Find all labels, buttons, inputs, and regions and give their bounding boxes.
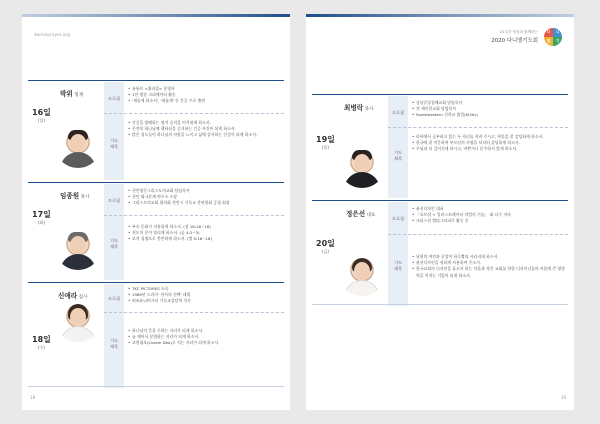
entry-divider — [312, 304, 568, 305]
day-label: 19일 — [316, 135, 335, 144]
prayer-item: • 타학에서 공부하고 있는 두 자녀를 지켜 주시고, 학업을 잘 감당하게 하소서. — [412, 134, 566, 140]
prayer-item: • 주님과 더 깊어지게 하시고, 바쁜거나 분주하지 않게 하소서. — [412, 146, 566, 152]
entry-20 — [306, 200, 574, 306]
entry-divider — [28, 182, 284, 183]
prayer-label: 기도 제목 — [109, 238, 119, 249]
portrait-photo — [340, 148, 384, 188]
prayer-item: • 하나님의 뜻을 구하는 자녀가 되게 하소서. — [128, 328, 282, 334]
portrait-photo — [340, 256, 384, 296]
profile-item: • Southwestern 신학교 졸업(M.Div) — [412, 112, 566, 118]
page-number: 19 — [560, 395, 566, 400]
person-name: 임종원 목사 — [60, 192, 90, 200]
person-name: 최병락 목사 — [344, 104, 374, 112]
profile-item: • '새롭게 하소서', '새롭게' 등 간증 프로 출연 — [128, 98, 282, 104]
day-label: 20일 — [316, 239, 335, 248]
profile-label: 프로필 — [107, 296, 121, 301]
prayer-item: • 코람데오(Coram Deo)로 서는 자녀가 되게 하소서. — [128, 340, 282, 346]
profile-label: 프로필 — [391, 216, 405, 221]
day-of-week: (수) — [38, 345, 45, 350]
entry-17 — [22, 182, 290, 280]
day-label: 17일 — [32, 210, 51, 219]
prayer-item: • 천도의 문이 열리게 하소서. (골 4:2~3) — [128, 230, 282, 236]
profile-list — [128, 286, 282, 305]
entry-19 — [306, 94, 574, 198]
section-divider — [388, 127, 568, 128]
profile-item: • 유튜브 <위라클> 운영자 — [128, 86, 282, 92]
profile-item: • 강남중앙침례교회 담임목사 — [412, 100, 566, 106]
profile-list — [412, 206, 566, 225]
person-name: 박위 형제 — [60, 90, 84, 98]
portrait-photo — [56, 302, 100, 342]
person-role: 목사 — [364, 107, 374, 112]
prayer-label: 기도 제목 — [393, 260, 403, 271]
profile-item: • 윤선디자인 대표 — [412, 206, 566, 212]
day-of-week: (금) — [322, 249, 329, 254]
prayer-item: • 한국교회의 디자인을 돕고자 하는 마음과 작은 교회를 향한 디자이너들의 마음에 큰 영향력을 끼치는 기업이 되게 하소서. — [412, 266, 566, 278]
day-of-week: (목) — [322, 145, 329, 150]
profile-item: • 1인 방송 크리에이터 활동 — [128, 92, 282, 98]
section-divider — [104, 113, 284, 114]
profile-item: • 크리스천 캘리그라퍼로 활동 중 — [412, 218, 566, 224]
entry-divider — [28, 80, 284, 81]
page-number: 18 — [30, 395, 36, 400]
section-divider — [104, 312, 284, 313]
person-role: 대표 — [366, 213, 376, 218]
profile-item: • 천안 외국문제 연구소 소장 — [128, 194, 282, 200]
profile-item: • 1989년 드라마 '천사의 선택' 데뷔 — [128, 292, 282, 298]
entry-divider — [28, 386, 284, 387]
prayer-item: • 윤선디자인을 귀하게 사용하여 주소서. — [412, 260, 566, 266]
profile-item: • 「포토샵 + 일러스트레이터 작업의 기술」 외 다수 저자 — [412, 212, 566, 218]
prayer-label: 기도 제목 — [393, 150, 403, 161]
section-divider — [388, 234, 568, 235]
prayer-label: 기도 제목 — [109, 138, 119, 149]
entry-16 — [22, 80, 290, 180]
prayer-item: • 모직 성령으로 충만하게 하소서. (엡 5:16~18) — [128, 236, 282, 242]
day-label: 16일 — [32, 108, 51, 117]
brand-title: 2020 다니엘기도회 — [491, 38, 538, 44]
person-role: 목사 — [80, 195, 90, 200]
prayer-item: • 부속 문화가 지유되게 하소서. (창 16:16~18) — [128, 224, 282, 230]
day-label: 18일 — [32, 335, 51, 344]
profile-item: • 허조유니버시티 기독교상담학 석사 — [128, 298, 282, 304]
profile-item: • 그리스도의교회 협의회 천안시 기독교 총연합회 증경 회장 — [128, 200, 282, 206]
entry-divider — [28, 282, 284, 283]
prayer-list — [128, 224, 282, 243]
entry-divider — [312, 94, 568, 95]
page-top-bar — [306, 14, 574, 17]
profile-label: 프로필 — [107, 198, 121, 203]
profile-list — [412, 100, 566, 119]
profile-label: 프로필 — [107, 96, 121, 101]
day-of-week: (일) — [38, 118, 45, 123]
prayer-item: • 온전히 하나님께 행하심을 증거하는 간증 사건이 되게 하소서. — [128, 126, 282, 132]
prayer-item: • 늘 깨어서 분별하는 자녀가 되게 하소서. — [128, 334, 282, 340]
person-name: 정은선 대표 — [346, 210, 376, 218]
person-role: 집사 — [78, 295, 88, 300]
prayer-list — [128, 328, 282, 347]
prayer-list — [128, 120, 282, 139]
prayer-item: • 간증을 방해하는 영적 공격을 이겨내게 하소서. — [128, 120, 282, 126]
site-url: danielprayer.org — [34, 32, 70, 37]
profile-list — [128, 86, 282, 105]
profile-list — [128, 188, 282, 207]
prayer-item: • 많은 성도들이 하나님의 사랑을 느끼고 삶에 감사하는 간증이 되게 하소서. — [128, 132, 282, 138]
brand-subtitle: 21일간 영성과 함께하는 — [499, 30, 538, 34]
prayer-label: 기도 제목 — [109, 338, 119, 349]
day-of-week: (화) — [38, 220, 45, 225]
entry-divider — [312, 200, 568, 201]
portrait-photo — [56, 128, 100, 168]
profile-item: • TKC PICTURES 소속 — [128, 286, 282, 292]
right-page — [306, 14, 574, 410]
prayer-item: • 한국에 잘 적응하여 부르심의 사명을 넉넉히 감당하게 하소서. — [412, 140, 566, 146]
profile-item: • 전 세미한교회 담임목사 — [412, 106, 566, 112]
person-role: 형제 — [74, 93, 84, 98]
profile-label: 프로필 — [391, 110, 405, 115]
prayer-list — [412, 254, 566, 279]
daniel-prayer-logo-icon: 다 니 엘 기 — [544, 28, 562, 46]
section-divider — [104, 215, 284, 216]
prayer-item: • 남편의 여전과 중앙이 하루빨리 사라지게 하소서. — [412, 254, 566, 260]
left-page — [22, 14, 290, 410]
profile-item: • 천안명문그리스도의교회 담임목사 — [128, 188, 282, 194]
entry-18 — [22, 282, 290, 388]
person-name: 신애라 집사 — [58, 292, 88, 300]
prayer-list — [412, 134, 566, 153]
portrait-photo — [56, 230, 100, 270]
page-top-bar — [22, 14, 290, 17]
